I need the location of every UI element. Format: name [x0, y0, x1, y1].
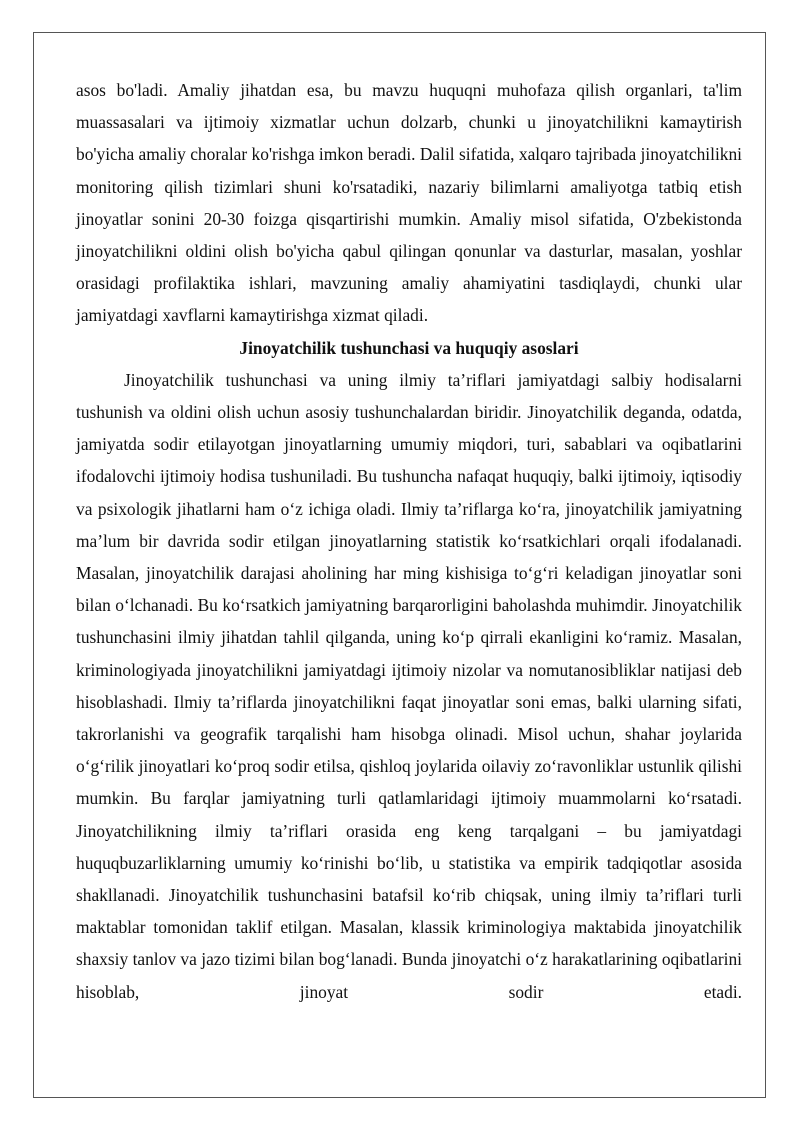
body-paragraph: asos bo'ladi. Amaliy jihatdan esa, bu mavzu huquqni muhofaza qilish organlari, ta'lim muassasalari va ijtimoiy xizmatlar uchun dolzarb, chunki u jinoyatchilikni kamaytirish bo'yicha amaliy choralar ko'rishga imkon beradi. Dalil sifatida, xalqaro tajribada jinoyatchilikni monitoring qilish tizimlari shuni ko'rsatadiki, nazariy bilimlarni amaliyotga tatbiq etish jinoyatlar sonini 20-30 foizga qisqartirishi mumkin. Amaliy misol sifatida, O'zbekistonda jinoyatchilikni oldini olish bo'yicha qabul qilingan qonunlar va dasturlar, masalan, yoshlar orasidagi profilaktika ishlari, mavzuning amaliy ahamiyatini tasdiqlaydi, chunki ular jamiyatdagi xavflarni kamaytirishga xizmat qiladi.	[76, 80, 742, 326]
section-heading: Jinoyatchilik tushunchasi va huquqiy asoslari	[239, 337, 579, 358]
body-paragraph: Jinoyatchilik tushunchasi va uning ilmiy ta’riflari jamiyatdagi salbiy hodisalarni tushunish va oldini olish uchun asosiy tushunchalardan biridir. Jinoyatchilik deganda, odatda, jamiyatda sodir etilayotgan jinoyatlarning umumiy miqdori, turi, sabablari va oqibatlarini ifodalovchi ijtimoiy hodisa tushuniladi. Bu tushuncha nafaqat huquqiy, balki ijtimoiy, iqtisodiy va psixologik jihatlarni ham o‘z ichiga oladi. Ilmiy ta’riflarga ko‘ra, jinoyatchilik jamiyatning ma’lum bir davrida sodir etilgan jinoyatlarning statistik ko‘rsatkichlari orqali ifodalanadi. Masalan, jinoyatchilik darajasi aholining har ming kishisiga to‘g‘ri keladigan jinoyatlar soni bilan o‘lchanadi. Bu ko‘rsatkich jamiyatning barqarorligini baholashda muhimdir. Jinoyatchilik tushunchasini ilmiy jihatdan tahlil qilganda, uning ko‘p qirrali ekanligini ko‘ramiz. Masalan, kriminologiyada jinoyatchilikni jamiyatdagi ijtimoiy nizolar va nomutanosibliklar natijasi deb hisoblashadi. Ilmiy ta’riflarda jinoyatchilikni faqat jinoyatlar soni emas, balki ularning sifati, takrorlanishi va geografik tarqalishi ham hisobga olinadi. Misol uchun, shahar joylarida o‘g‘rilik jinoyatlari ko‘proq sodir etilsa, qishloq joylarida oilaviy zo‘ravonliklar ustunlik qilishi mumkin. Bu farqlar jamiyatning turli qatlamlaridagi ijtimoiy muammolarni ko‘rsatadi. Jinoyatchilikning ilmiy ta’riflari orasida eng keng tarqalgani – bu jamiyatdagi huquqbuzarliklarning umumiy ko‘rinishi bo‘lib, u statistika va empirik tadqiqotlar asosida shakllanadi. Jinoyatchilik tushunchasini batafsil ko‘rib chiqsak, uning ilmiy ta’riflari turli maktablar tomonidan taklif etilgan. Masalan, klassik kriminologiya maktabida jinoyatchilik shaxsiy tanlov va jazo tizimi bilan bog‘lanadi. Bunda jinoyatchi o‘z harakatlarining oqibatlarini hisoblab, jinoyat sodir etadi.	[76, 369, 742, 1002]
document-body	[76, 74, 742, 1008]
